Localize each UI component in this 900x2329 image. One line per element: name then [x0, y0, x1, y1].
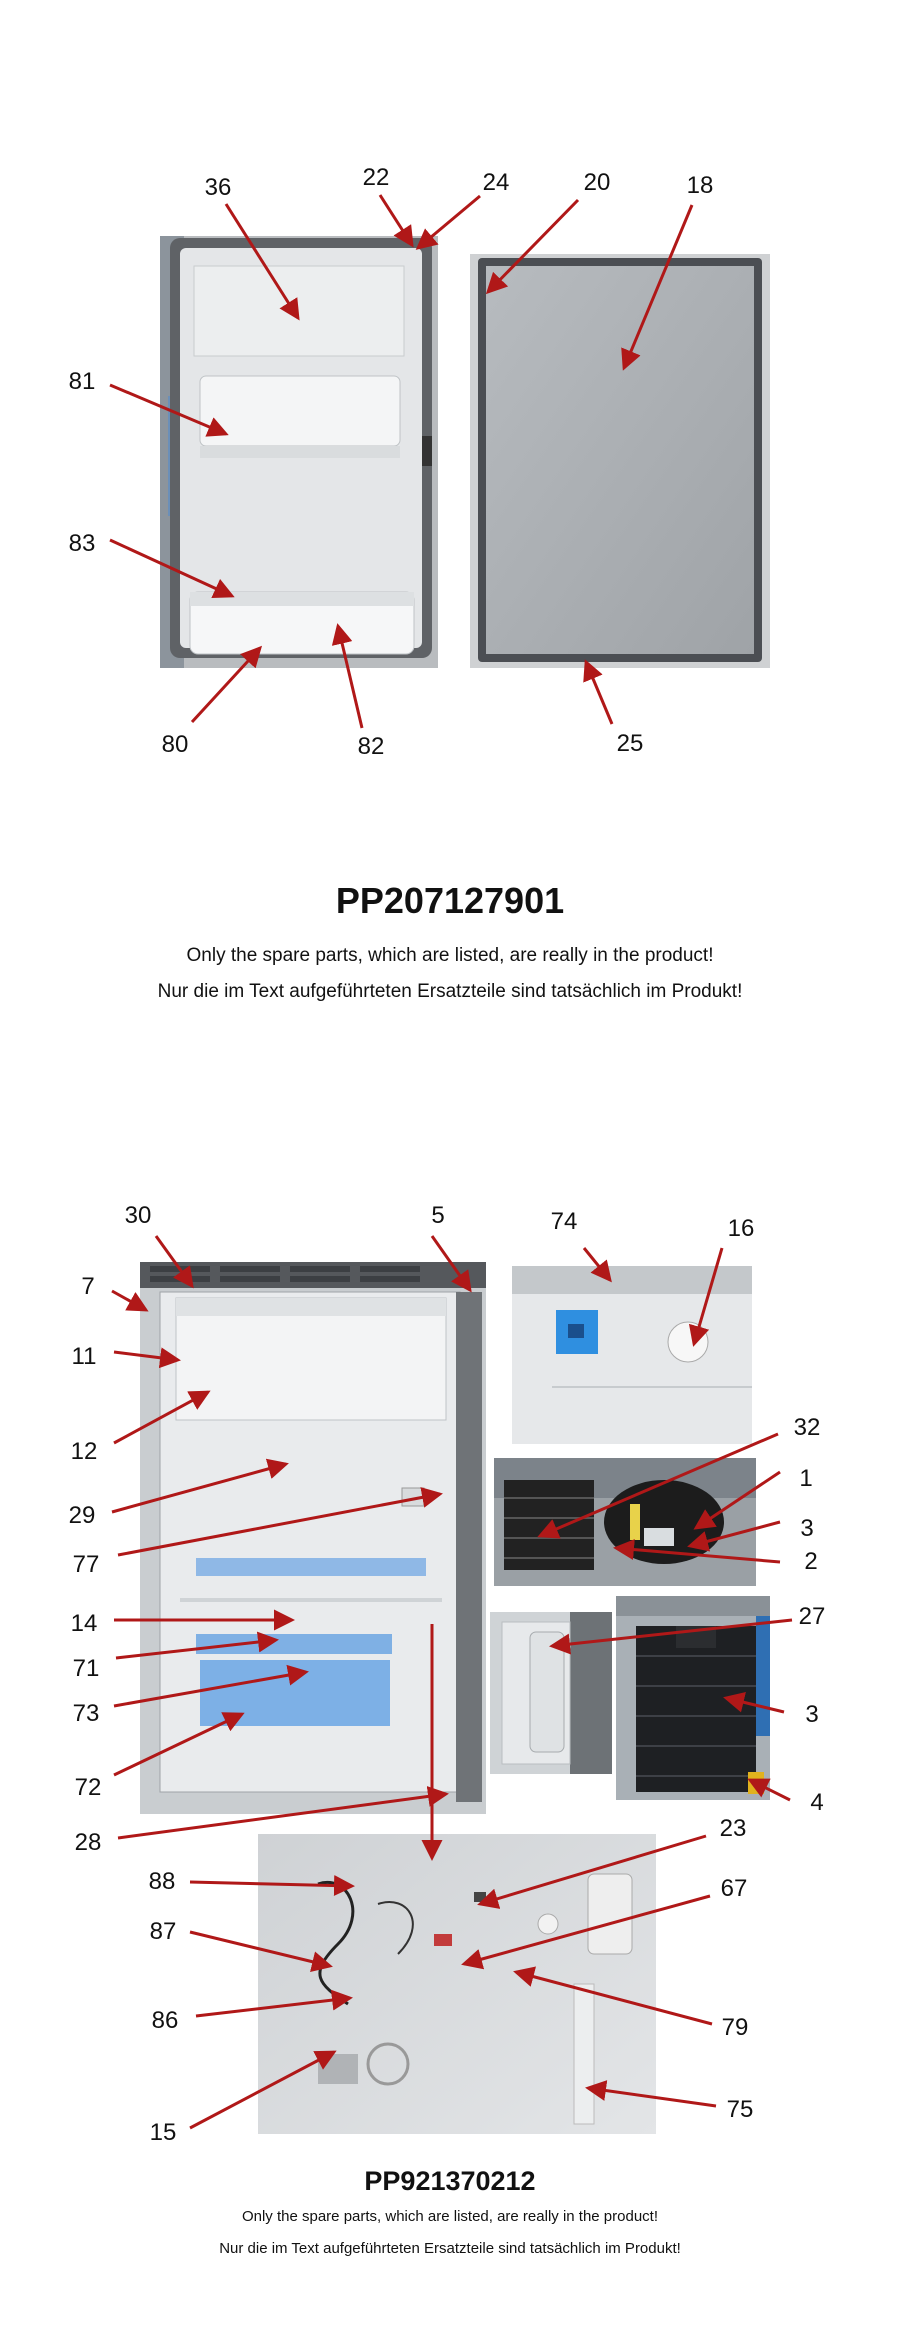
callout-label: 81: [68, 368, 96, 395]
callout-arrow: [226, 204, 298, 318]
callout-arrow: [616, 1548, 780, 1562]
callout-arrow: [750, 1780, 790, 1800]
callout-label: 2: [804, 1548, 818, 1575]
callout-label: 72: [74, 1774, 102, 1801]
callout-label: 23: [719, 1815, 747, 1842]
callout-label: 77: [72, 1551, 100, 1578]
callout-label: 14: [70, 1610, 98, 1637]
callout-label: 67: [720, 1875, 748, 1902]
callout-label: 27: [798, 1603, 826, 1630]
callout-arrow: [540, 1434, 778, 1536]
callout-label: 5: [431, 1202, 445, 1229]
callout-label: 71: [72, 1655, 100, 1682]
callout-arrow: [112, 1464, 286, 1512]
callout-label: 3: [805, 1701, 819, 1728]
callout-label: 16: [727, 1215, 755, 1242]
callout-label: 20: [583, 169, 611, 196]
callout-label: 22: [362, 164, 390, 191]
callout-arrow: [464, 1896, 710, 1964]
callout-arrow: [694, 1248, 722, 1344]
spare-parts-note-en: Only the spare parts, which are listed, are really in the product!: [186, 945, 714, 966]
callout-label: 82: [357, 733, 385, 760]
part-number-title: PP207127901: [335, 880, 565, 921]
callout-arrow: [118, 1794, 446, 1838]
spare-parts-note-de: Nur die im Text aufgeführteten Ersatzteile sind tatsächlich im Produkt!: [157, 981, 743, 1002]
callout-arrow: [480, 1836, 706, 1904]
callout-arrow: [190, 1882, 352, 1886]
callout-label: 28: [74, 1829, 102, 1856]
callout-arrow: [586, 662, 612, 724]
callout-label: 36: [204, 174, 232, 201]
callout-arrow: [516, 1972, 712, 2024]
callout-label: 73: [72, 1700, 100, 1727]
callout-label: 24: [482, 169, 510, 196]
callout-label: 79: [721, 2014, 749, 2041]
callout-label: 75: [726, 2096, 754, 2123]
callout-arrow: [116, 1640, 276, 1658]
callout-label: 80: [161, 731, 189, 758]
callout-label: 87: [149, 1918, 177, 1945]
callout-arrow: [588, 2088, 716, 2106]
callout-arrow: [418, 196, 480, 248]
callout-label: 25: [616, 730, 644, 757]
callout-arrow: [190, 1932, 330, 1966]
callout-label: 32: [793, 1414, 821, 1441]
callout-arrow: [114, 1672, 306, 1706]
callout-label: 12: [70, 1438, 98, 1465]
part-number-title-2: PP921370212: [364, 2166, 536, 2196]
callout-label: 30: [124, 1202, 152, 1229]
callout-arrow: [110, 385, 226, 434]
callout-arrow: [338, 626, 362, 728]
callout-arrow: [696, 1472, 780, 1528]
callout-label: 3: [800, 1515, 814, 1542]
callout-label: 29: [68, 1502, 96, 1529]
callout-label: 86: [151, 2007, 179, 2034]
callout-arrow: [114, 1352, 178, 1360]
spare-parts-note-en-2: Only the spare parts, which are listed, are really in the product!: [241, 2208, 659, 2225]
callout-label: 88: [148, 1868, 176, 1895]
callout-label: 18: [686, 172, 714, 199]
callout-arrow: [114, 1714, 242, 1775]
callout-arrow: [118, 1494, 440, 1555]
callout-arrow: [432, 1236, 470, 1290]
callout-arrow: [114, 1392, 208, 1443]
callout-arrow: [584, 1248, 610, 1280]
callout-arrow: [196, 1998, 350, 2016]
callout-label: 83: [68, 530, 96, 557]
callout-label: 7: [81, 1273, 95, 1300]
callout-label: 15: [149, 2119, 177, 2146]
callout-arrow: [192, 648, 260, 722]
callout-arrow: [380, 195, 412, 245]
callout-arrow: [690, 1522, 780, 1546]
callout-arrow: [624, 205, 692, 368]
callout-label: 1: [799, 1465, 813, 1492]
callout-arrow: [488, 200, 578, 292]
spare-parts-note-de-2: Nur die im Text aufgeführteten Ersatzteile sind tatsächlich im Produkt!: [219, 2240, 681, 2257]
callout-label: 4: [810, 1789, 824, 1816]
callout-arrow: [552, 1620, 792, 1646]
callout-label: 11: [71, 1343, 97, 1370]
callout-label: 74: [550, 1208, 578, 1235]
callout-arrow: [190, 2052, 334, 2128]
callout-arrow: [112, 1291, 146, 1310]
callout-arrow: [726, 1698, 784, 1712]
callout-arrow: [156, 1236, 192, 1286]
callout-arrow: [110, 540, 232, 596]
